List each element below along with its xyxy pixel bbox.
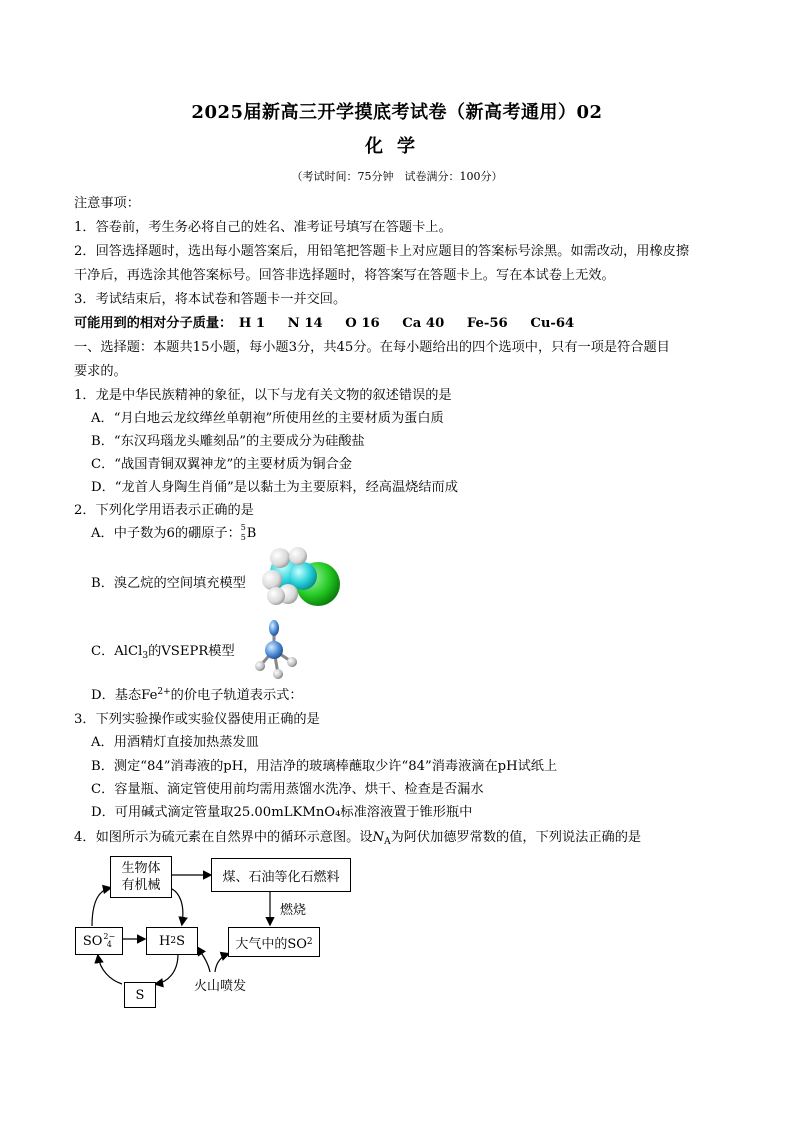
volcano-label: 火山喷发 [194, 979, 247, 994]
subject-title: 化学 [365, 136, 429, 157]
q2-option-c-prefix: C． [91, 644, 115, 659]
nuclide-symbol: B [246, 525, 257, 541]
q2-option-c-suffix: 的VSEPR模型 [148, 644, 235, 659]
organic-box [110, 856, 172, 898]
avogadro-symbol: N [372, 830, 385, 845]
avogadro-subscript: A [384, 837, 391, 847]
notice-heading: 注意事项： [74, 196, 140, 211]
q2-option-d [91, 684, 303, 703]
atomic-mass-cu: Cu-64 [530, 316, 575, 331]
sulfur-box: S [124, 982, 156, 1008]
q3-option-b: B．测定“84”消毒液的pH，用洁净的玻璃棒蘸取少许“84”消毒液滴在pH试纸上 [91, 759, 558, 774]
atomic-mass-h: H 1 [238, 316, 266, 331]
notice-item-3: 3．考试结束后，将本试卷和答题卡一并交回。 [74, 292, 347, 307]
h2s-box [146, 927, 198, 955]
vsepr-model-image [250, 618, 306, 680]
alcl3-subscript: 3 [142, 651, 149, 661]
so2-subscript: 2 [306, 937, 313, 947]
q4-stem-pre: 4．如图所示为硫元素在自然界中的循环示意图。设 [74, 830, 373, 845]
section-heading: 一、选择题：本题共15小题，每小题3分，共45分。在每小题给出的四个选项中，只有一项是符合题目 [74, 340, 670, 355]
q3-option-c: C．容量瓶、滴定管使用前均需用蒸馏水洗净、烘干、检查是否漏水 [91, 782, 484, 797]
fe-ion-formula: Fe [141, 688, 158, 703]
section-heading-cont: 要求的。 [74, 364, 127, 379]
atomic-mass-ca: Ca 40 [402, 316, 445, 331]
fe-ion-charge: 2+ [157, 687, 171, 697]
atomic-mass-line [74, 312, 592, 331]
q2-option-a-text: A．中子数为6的硼原子： [91, 526, 241, 541]
q1-option-c: C．“战国青铜双翼神龙”的主要材质为铜合金 [91, 457, 352, 472]
q3-option-d: D．可用碱式滴定管量取25.00mLKMnO₄标准溶液置于锥形瓶中 [91, 805, 473, 820]
nuclide-mass-number: 5 [240, 522, 246, 532]
q4-stem [74, 826, 641, 847]
fossil-fuel-box: 煤、石油等化石燃料 [211, 858, 351, 892]
q2-option-b: B．溴乙烷的空间填充模型 [91, 576, 246, 591]
notice-item-1: 1．答卷前，考生务必将自己的姓名、准考证号填写在答题卡上。 [74, 220, 452, 235]
q1-stem: 1．龙是中华民族精神的象征，以下与龙有关文物的叙述错误的是 [74, 388, 452, 403]
q4-stem-post: 为阿伏加德罗常数的值，下列说法正确的是 [390, 830, 642, 845]
sulfate-box [75, 927, 123, 955]
organic-line-2: 有机械 [121, 878, 161, 893]
exam-info: （考试时间：75分钟 试卷满分：100分） [291, 170, 503, 183]
nuclide-atomic-number: 5 [240, 532, 246, 542]
atomic-mass-fe: Fe-56 [466, 316, 508, 331]
sulfate-subscript: 4 [106, 940, 112, 949]
q1-option-d: D．“龙首人身陶生肖俑”是以黏土为主要原料，经高温烧结而成 [91, 480, 458, 495]
burn-label: 燃烧 [280, 903, 307, 918]
bromoethane-model-image [258, 544, 344, 612]
atomic-mass-o: O 16 [345, 316, 380, 331]
atomic-mass-n: N 14 [287, 316, 323, 331]
q3-stem: 3．下列实验操作或实验仪器使用正确的是 [74, 712, 320, 727]
q1-option-b: B．“东汉玛瑙龙头雕刻品”的主要成分为硅酸盐 [91, 434, 365, 449]
q2-option-d-prefix: D．基态 [91, 688, 142, 703]
h2s-subscript: 2 [170, 936, 177, 946]
h2s-s: S [176, 933, 185, 949]
notice-item-2-cont: 干净后，再选涂其他答案标号。回答非选择题时，将答案写在答题卡上。写在本试卷上无效。 [74, 268, 615, 283]
atmospheric-so2-box [228, 927, 320, 957]
exam-title: 2025届新高三开学摸底考试卷（新高考通用）02 [191, 102, 603, 123]
q2-option-d-suffix: 的价电子轨道表示式： [170, 688, 303, 703]
h2s-h: H [159, 933, 171, 949]
sulfate-formula: SO [82, 933, 103, 949]
boron-nuclide [240, 522, 257, 542]
q1-option-a: A．“月白地云龙纹缂丝单朝袍”所使用丝的主要材质为蛋白质 [91, 411, 444, 426]
so2-text: 大气中的SO [235, 936, 307, 952]
organic-line-1: 生物体 [121, 861, 161, 876]
q3-option-a: A．用酒精灯直接加热蒸发皿 [91, 735, 259, 750]
alcl3-formula: AlCl [114, 644, 143, 659]
sulfate-charge: 2− [103, 932, 116, 941]
q2-stem: 2．下列化学用语表示正确的是 [74, 503, 254, 518]
q2-option-a [91, 522, 257, 541]
q2-option-c [91, 640, 235, 661]
notice-item-2: 2．回答选择题时，选出每小题答案后，用铅笔把答题卡上对应题目的答案标号涂黑。如需改动，用橡皮擦 [74, 244, 690, 259]
atomic-mass-label: 可能用到的相对分子质量： [74, 316, 233, 331]
